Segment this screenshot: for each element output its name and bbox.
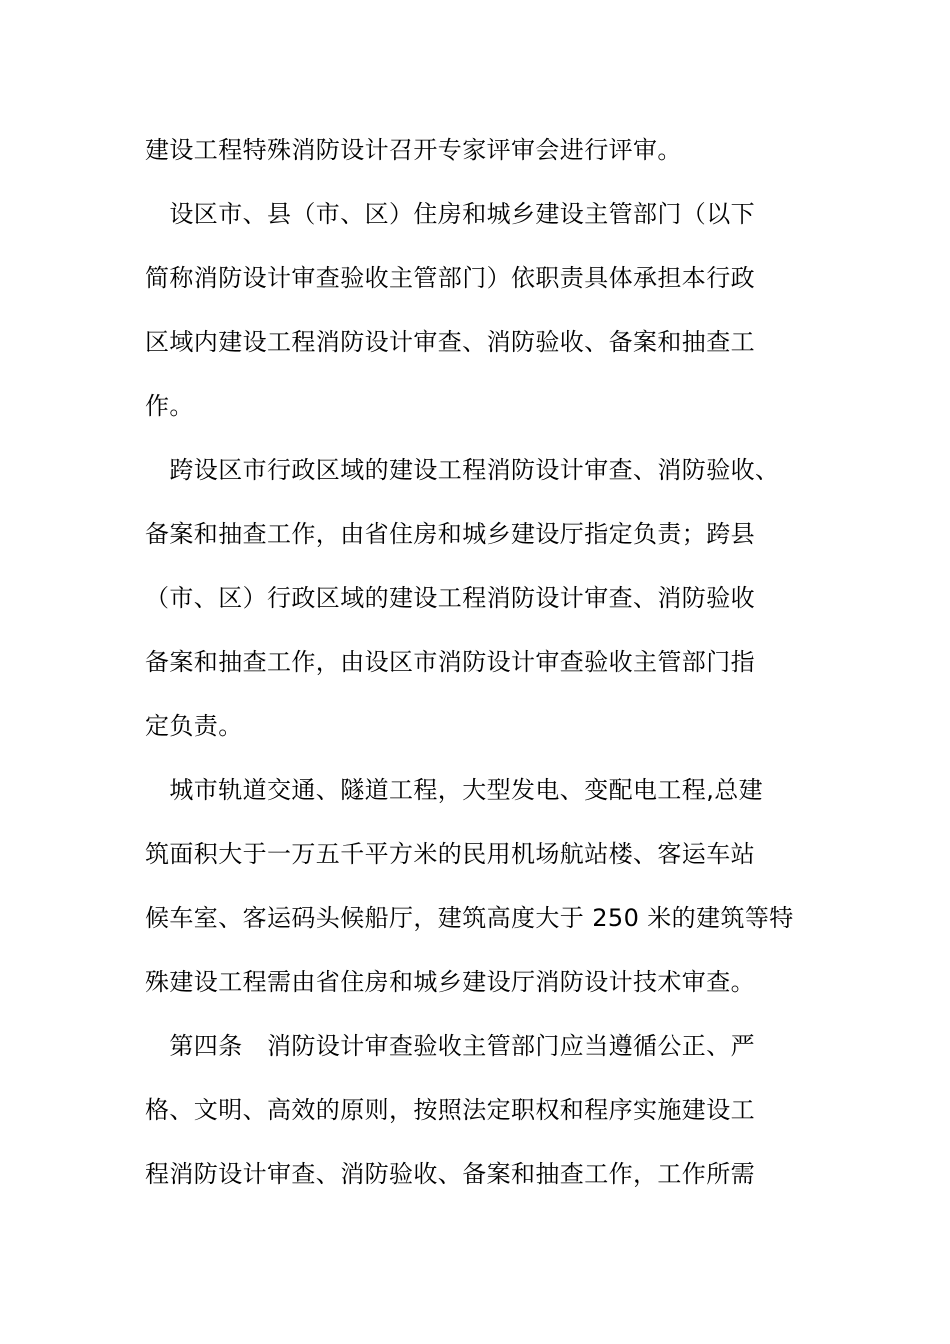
text-line: 备案和抽查工作，由设区市消防设计审查验收主管部门指	[145, 648, 755, 676]
text-line: 区域内建设工程消防设计审查、消防验收、备案和抽查工	[145, 328, 755, 356]
text-line: 程消防设计审查、消防验收、备案和抽查工作，工作所需	[145, 1160, 755, 1188]
text-line: 定负责。	[145, 712, 243, 740]
text-line: 城市轨道交通、隧道工程，大型发电、变配电工程,总建	[145, 776, 764, 804]
text-line: 简称消防设计审查验收主管部门）依职责具体承担本行政	[145, 264, 755, 292]
text-line: 作。	[145, 392, 194, 420]
text-line: 建设工程特殊消防设计召开专家评审会进行评审。	[145, 136, 682, 164]
text-line: 候车室、客运码头候船厅，建筑高度大于 250 米的建筑等特	[145, 904, 794, 932]
text-line: 第四条 消防设计审查验收主管部门应当遵循公正、严	[145, 1032, 755, 1060]
text-line: 设区市、县（市、区）住房和城乡建设主管部门（以下	[145, 200, 755, 228]
text-line: （市、区）行政区域的建设工程消防设计审查、消防验收	[145, 584, 755, 612]
text-line: 跨设区市行政区域的建设工程消防设计审查、消防验收、	[145, 456, 780, 484]
text-line: 备案和抽查工作，由省住房和城乡建设厅指定负责；跨县	[145, 520, 755, 548]
text-line: 殊建设工程需由省住房和城乡建设厅消防设计技术审查。	[145, 968, 755, 996]
text-line: 筑面积大于一万五千平方米的民用机场航站楼、客运车站	[145, 840, 755, 868]
text-line: 格、文明、高效的原则，按照法定职权和程序实施建设工	[145, 1096, 755, 1124]
